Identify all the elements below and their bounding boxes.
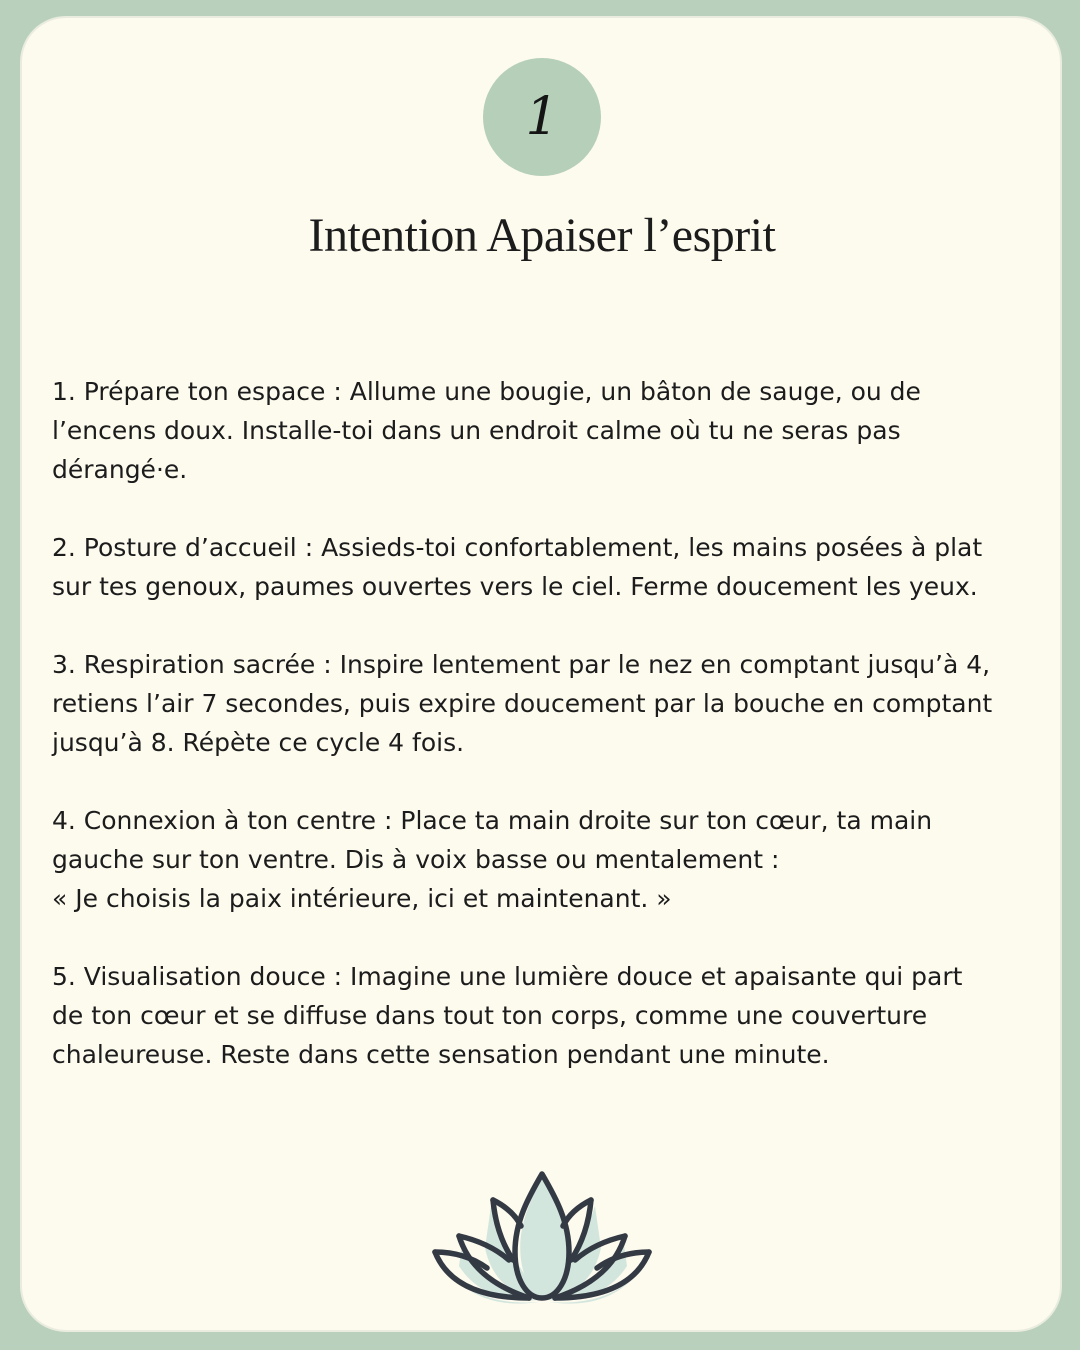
page-title: Intention Apaiser l’esprit — [308, 209, 776, 262]
number-badge — [483, 58, 601, 176]
step-item-4: 4. Connexion à ton centre : Place ta main droite sur ton cœur, ta main gauche sur ton ventre. Dis à voix basse ou mentalement : « Je choisis la paix intérieure, ici et maintenant. » — [52, 806, 933, 913]
badge-number: 1 — [525, 87, 559, 147]
steps-list — [52, 372, 1062, 1113]
step-item-2: 2. Posture d’accueil : Assieds-toi confortablement, les mains posées à plat sur tes genoux, paumes ouvertes vers le ciel. Ferme doucement les yeux. — [52, 533, 983, 601]
lotus-icon — [429, 1148, 655, 1308]
step-item-3: 3. Respiration sacrée : Inspire lentement par le nez en comptant jusqu’à 4, retiens l’air 7 secondes, puis expire doucement par la bouche en comptant jusqu’à 8. Répète ce cycle 4 fois. — [52, 650, 993, 757]
card — [20, 16, 1062, 1332]
step-item-5: 5. Visualisation douce : Imagine une lumière douce et apaisante qui part de ton cœur et se diffuse dans tout ton corps, comme une couverture chaleureuse. Reste dans cette sensation pendant une minute. — [52, 962, 963, 1069]
step-item-1: 1. Prépare ton espace : Allume une bougie, un bâton de sauge, ou de l’encens doux. Installe-toi dans un endroit calme où tu ne seras pas dérangé·e. — [52, 377, 921, 484]
